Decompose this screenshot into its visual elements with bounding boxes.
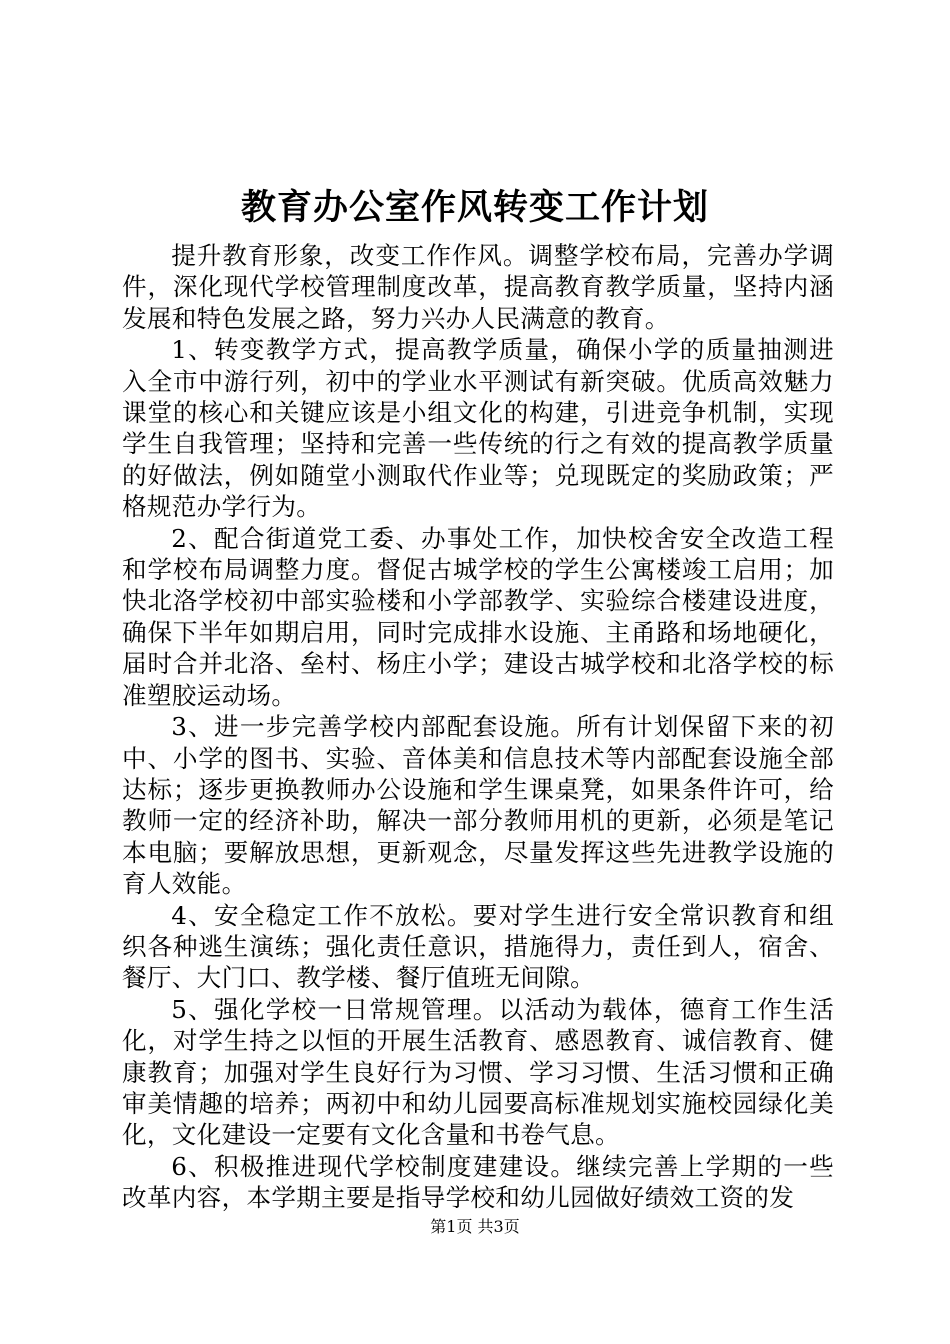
paragraph-item-4: 4、安全稳定工作不放松。要对学生进行安全常识教育和组织各种逃生演练；强化责任意识，措施得力，责任到人，宿舍、餐厅、大门口、教学楼、餐厅值班无间隙。 (122, 900, 834, 993)
paragraph-item-6: 6、积极推进现代学校制度建建设。继续完善上学期的一些改革内容，本学期主要是指导学校和幼儿园做好绩效工资的发 (122, 1151, 834, 1213)
paragraph-item-1: 1、转变教学方式，提高教学质量，确保小学的质量抽测进入全市中游行列，初中的学业水平测试有新突破。优质高效魅力课堂的核心和关键应该是小组文化的构建，引进竞争机制，实现学生自我管理；坚持和完善一些传统的行之有效的提高教学质量的好做法，例如随堂小测取代作业等；兑现既定的奖励政策；严格规范办学行为。 (122, 335, 834, 522)
paragraph-item-2: 2、配合街道党工委、办事处工作，加快校舍安全改造工程和学校布局调整力度。督促古城学校的学生公寓楼竣工启用；加快北洛学校初中部实验楼和小学部教学、实验综合楼建设进度，确保下半年如期启用，同时完成排水设施、主甬路和场地硬化，届时合并北洛、垒村、杨庄小学；建设古城学校和北洛学校的标准塑胶运动场。 (122, 523, 834, 710)
document-body (122, 240, 834, 1214)
page-footer: 第1页 共3页 (430, 1217, 520, 1236)
paragraph-item-5: 5、强化学校一日常规管理。以活动为载体，德育工作生活化，对学生持之以恒的开展生活教育、感恩教育、诚信教育、健康教育；加强对学生良好行为习惯、学习习惯、生活习惯和正确审美情趣的培养；两初中和幼儿园要高标准规划实施校园绿化美化，文化建设一定要有文化含量和书卷气息。 (122, 994, 834, 1150)
paragraph-item-3: 3、进一步完善学校内部配套设施。所有计划保留下来的初中、小学的图书、实验、音体美和信息技术等内部配套设施全部达标；逐步更换教师办公设施和学生课桌凳，如果条件许可，给教师一定的经济补助，解决一部分教师用机的更新，必须是笔记本电脑；要解放思想，更新观念，尽量发挥这些先进教学设施的育人效能。 (122, 712, 834, 899)
paragraph-intro: 提升教育形象，改变工作作风。调整学校布局，完善办学调件，深化现代学校管理制度改革，提高教育教学质量，坚持内涵发展和特色发展之路，努力兴办人民满意的教育。 (122, 241, 834, 333)
document-title: 教育办公室作风转变工作计划 (240, 187, 709, 228)
